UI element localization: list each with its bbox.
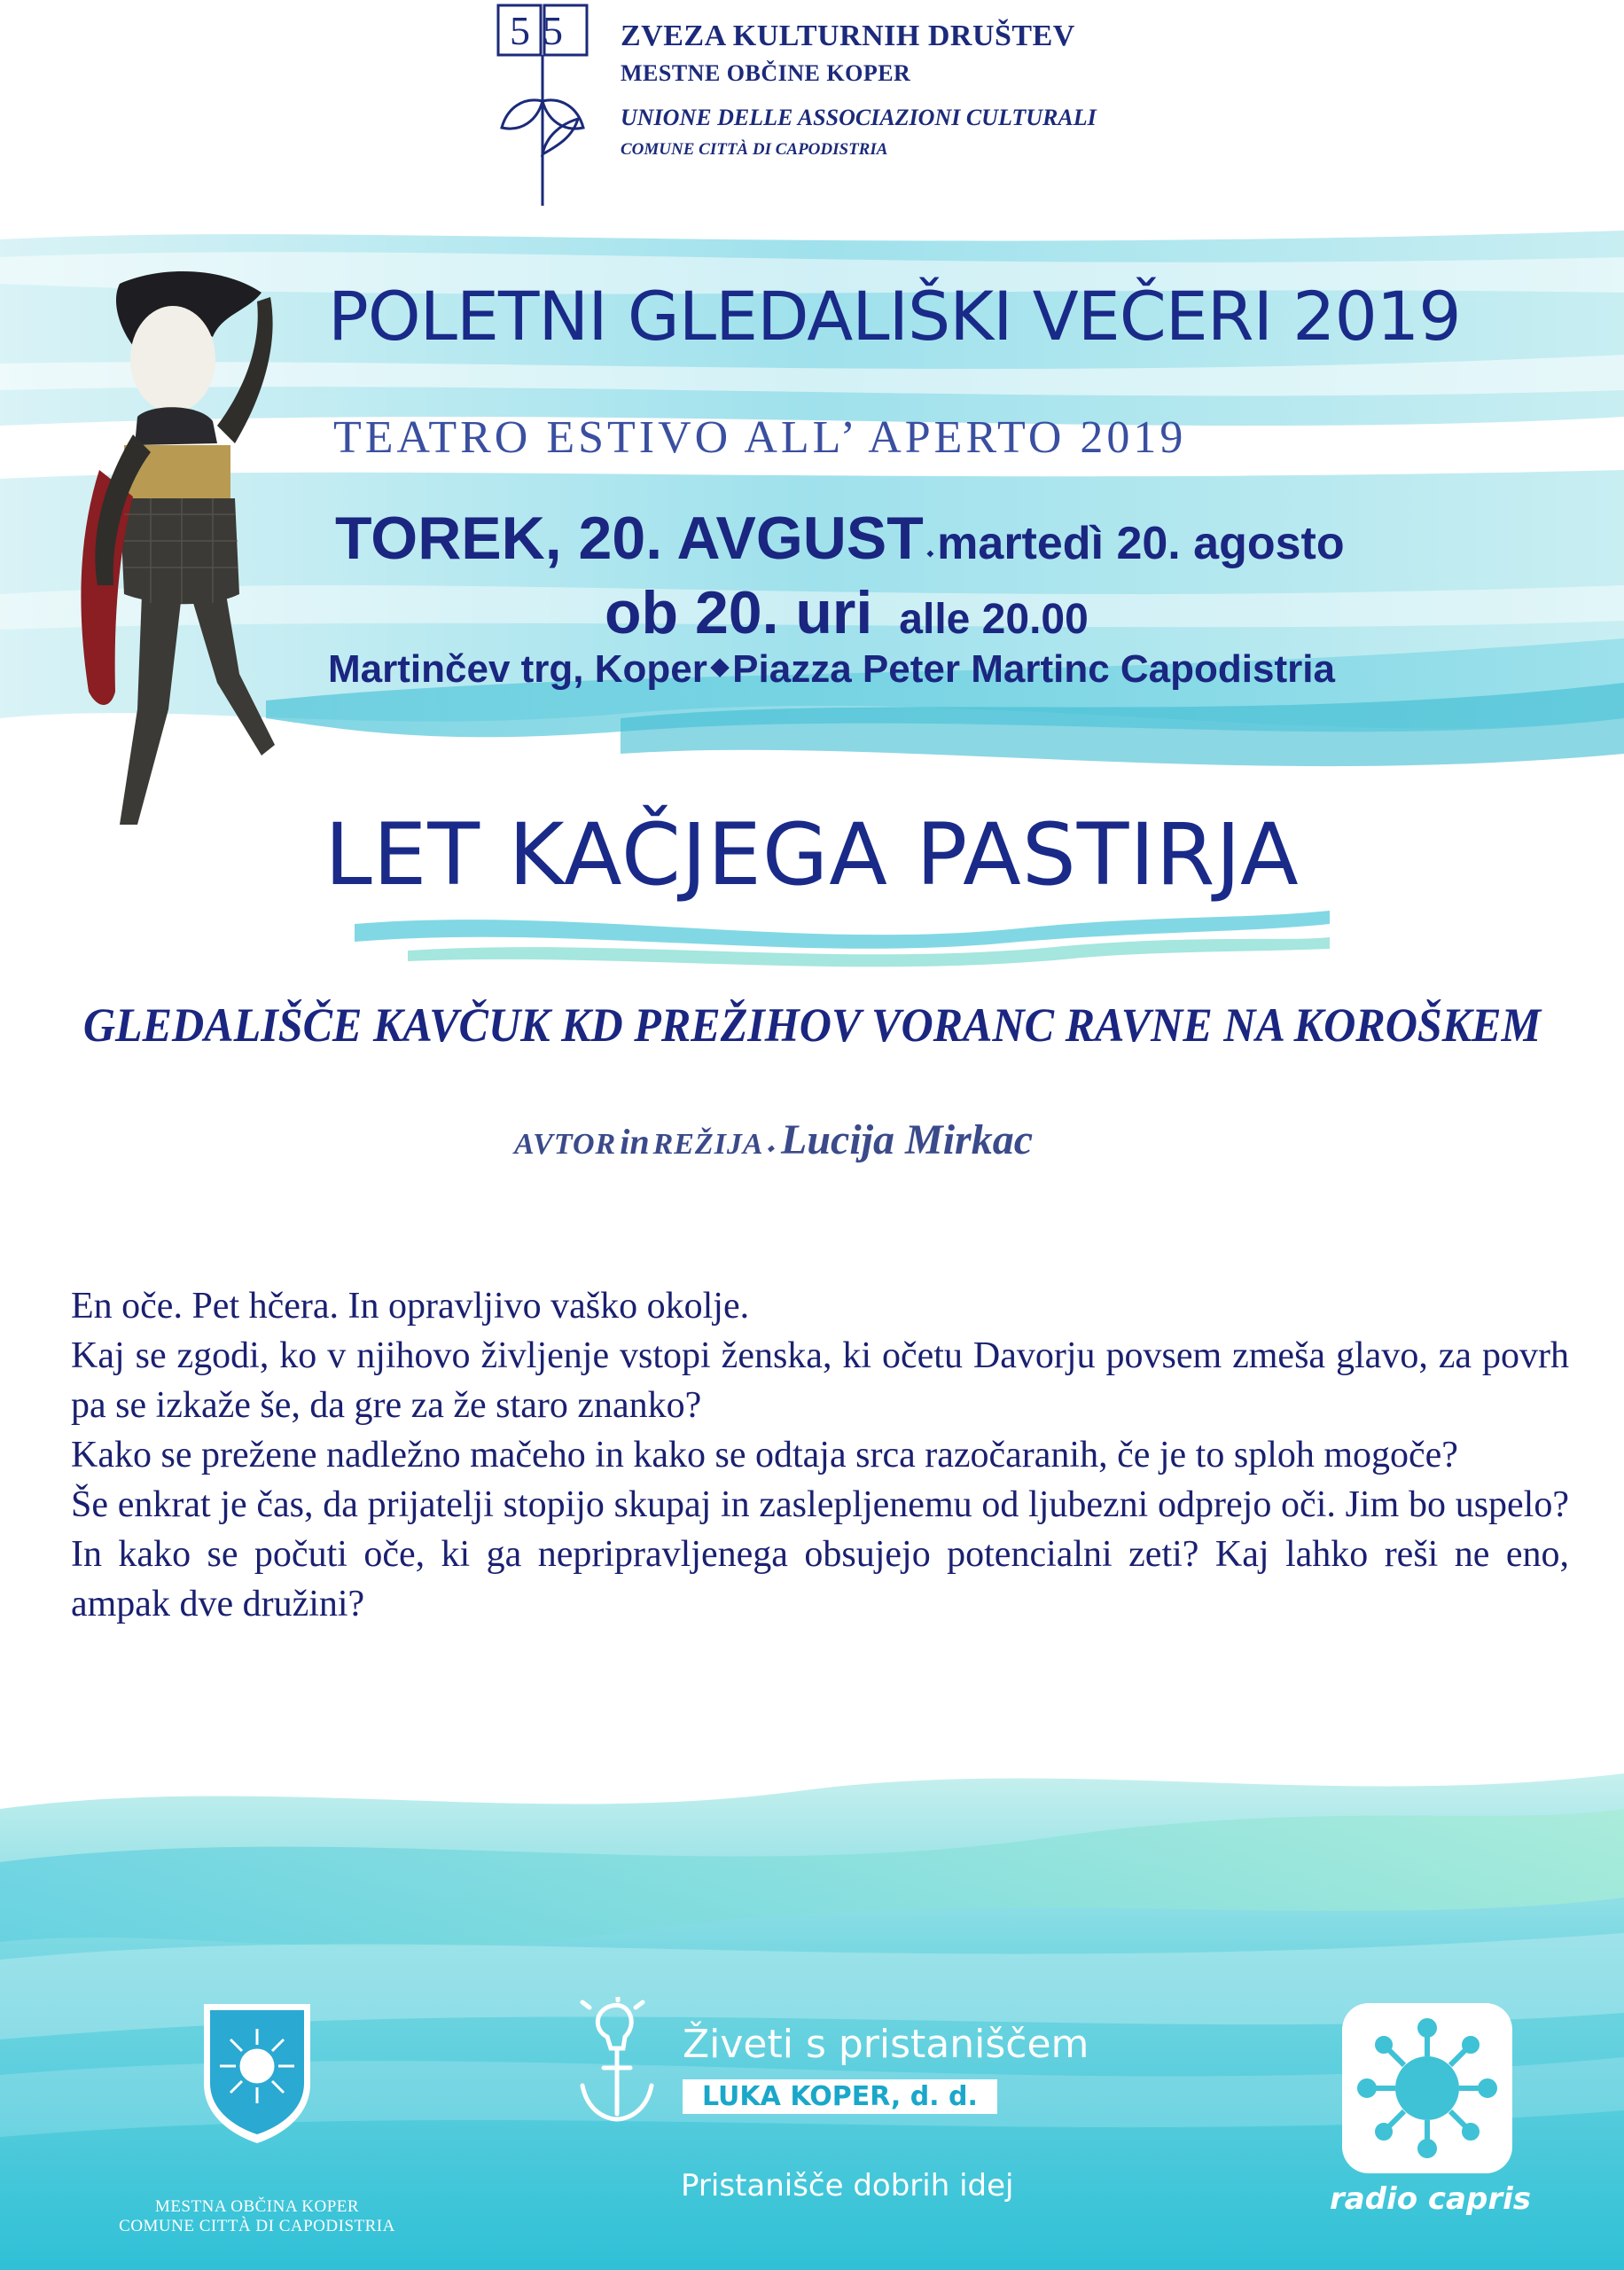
theatre-company: GLEDALIŠČE KAVČUK KD PREŽIHOV VORANC RAVNE NA KOROŠKEM (82, 998, 1542, 1052)
diamond-separator-icon: ◆ (767, 1143, 775, 1154)
event-subtitle-it: TEATRO ESTIVO ALL’ APERTO 2019 (333, 412, 1187, 463)
sun-icon (220, 2029, 294, 2103)
org-name-it-line1: UNIONE DELLE ASSOCIAZIONI CULTURALI (621, 105, 1097, 130)
event-title: POLETNI GLEDALIŠKI VEČERI 2019 (328, 277, 1461, 356)
radio-capris-logo (1339, 2000, 1516, 2177)
radio-capris-name: radio capris (1330, 2181, 1531, 2217)
title-wave-ornament (355, 897, 1330, 977)
diamond-separator-icon: ◆ (710, 652, 730, 679)
event-time (605, 578, 1089, 647)
municipality-coat-of-arms (199, 2000, 315, 2146)
date-it: martedì 20. agosto (937, 518, 1345, 569)
harlequin-figure (35, 213, 301, 834)
venue-sl: Martinčev trg, Koper (328, 647, 707, 691)
synopsis-paragraph: Kaj se zgodi, ko v njihovo življenje vstopi ženska, ki očetu Davorju povsem zmeša glavo, za povrh pa se izkaže še, da gre za že staro znanko? (71, 1335, 1569, 1426)
credit-name: Lucija Mirkac (781, 1116, 1034, 1163)
logo-number: 55 (510, 8, 575, 53)
lightbulb-anchor-icon (572, 1997, 669, 2125)
synopsis-paragraph: Še enkrat je čas, da prijatelji stopijo skupaj in zaslepljenemu od ljubezni odprejo oči. Jim bo uspelo? In kako se počuti oče, ki ga nepripravljenega obsujejo potencialni zeti? Kaj lahko reši ne eno, ampak dve družini? (71, 1484, 1569, 1624)
synopsis (71, 1281, 1569, 1629)
synopsis-paragraph: Kako se prežene nadležno mačeho in kako se odtaja srca razočaranih, če je to sploh mogoče? (71, 1435, 1458, 1476)
play-title: LET KAČJEGA PASTIRJA (324, 805, 1300, 904)
synopsis-paragraph: En oče. Pet hčera. In opravljivo vaško okolje. (71, 1286, 750, 1327)
virus-notes-icon (1360, 2021, 1495, 2156)
luka-koper-name: LUKA KOPER, d. d. (683, 2079, 997, 2114)
org-name-sl-line2: MESTNE OBČINE KOPER (621, 60, 911, 86)
luka-koper-tagline: Pristanišče dobrih idej (681, 2168, 1014, 2203)
time-sl: ob 20. uri (605, 579, 873, 646)
org-name-it-line2: COMUNE CITTÀ DI CAPODISTRIA (621, 140, 888, 159)
luka-koper-slogan: Živeti s pristaniščem (683, 2022, 1089, 2067)
venue-it: Piazza Peter Martinc Capodistria (732, 647, 1335, 691)
play-credits (514, 1115, 1033, 1164)
municipality-name-sl: MESTNA OBČINA KOPER (154, 2197, 360, 2216)
municipality-name-it: COMUNE CITTÀ DI CAPODISTRIA (119, 2217, 395, 2235)
diamond-separator-icon: ◆ (926, 548, 934, 559)
event-date (335, 504, 1345, 573)
time-it: alle 20.00 (899, 596, 1089, 643)
credit-label-direction: REŽIJA (652, 1128, 764, 1161)
culture-union-logo (496, 4, 594, 207)
credit-label-in: in (620, 1122, 650, 1162)
org-name-sl-line1: ZVEZA KULTURNIH DRUŠTEV (621, 20, 1075, 52)
event-venue (328, 647, 1335, 692)
credit-label-author: AVTOR (514, 1128, 617, 1161)
date-sl: TOREK, 20. AVGUST (335, 505, 924, 572)
